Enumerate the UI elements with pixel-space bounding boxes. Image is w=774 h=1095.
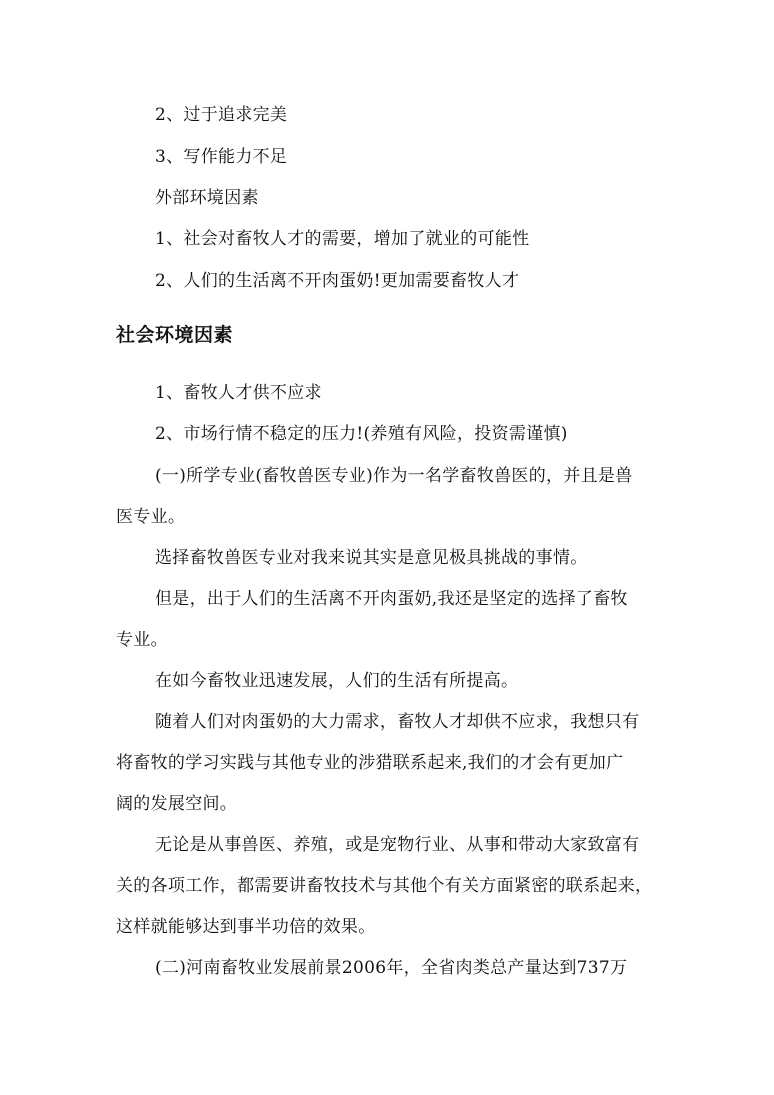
- paragraph-line: 专业。: [116, 630, 168, 650]
- paragraph-line: 将畜牧的学习实践与其他专业的涉猎联系起来,我们的才会有更加广: [116, 753, 624, 773]
- paragraph-line: 但是，出于人们的生活离不开肉蛋奶,我还是坚定的选择了畜牧: [155, 589, 628, 609]
- paragraph-line: (一)所学专业(畜牧兽医专业)作为一名学畜牧兽医的，并且是兽: [155, 466, 633, 486]
- list-item: 3、写作能力不足: [155, 147, 288, 167]
- list-item: 2、人们的生活离不开肉蛋奶!更加需要畜牧人才: [155, 271, 520, 291]
- paragraph-line: 选择畜牧兽医专业对我来说其实是意见极具挑战的事情。: [155, 548, 588, 568]
- paragraph-line: (二)河南畜牧业发展前景2006年，全省肉类总产量达到737万: [155, 958, 628, 978]
- paragraph-line: 无论是从事兽医、养殖，或是宠物行业、从事和带动大家致富有: [155, 835, 640, 855]
- paragraph-line: 阔的发展空间。: [116, 794, 238, 814]
- list-item: 2、过于追求完美: [155, 105, 288, 125]
- paragraph-line: 这样就能够达到事半功倍的效果。: [116, 917, 376, 937]
- paragraph-line: 关的各项工作，都需要讲畜牧技术与其他个有关方面紧密的联系起来，: [116, 876, 653, 896]
- paragraph-line: 随着人们对肉蛋奶的大力需求，畜牧人才却供不应求，我想只有: [155, 712, 640, 732]
- paragraph-line: 医专业。: [116, 507, 186, 527]
- list-item: 2、市场行情不稳定的压力!(养殖有风险，投资需谨慎): [155, 424, 568, 444]
- list-item: 1、畜牧人才供不应求: [155, 383, 322, 403]
- subheading: 外部环境因素: [155, 188, 259, 208]
- section-heading: 社会环境因素: [116, 324, 234, 346]
- list-item: 1、社会对畜牧人才的需要，增加了就业的可能性: [155, 229, 530, 249]
- paragraph-line: 在如今畜牧业迅速发展，人们的生活有所提高。: [155, 671, 519, 691]
